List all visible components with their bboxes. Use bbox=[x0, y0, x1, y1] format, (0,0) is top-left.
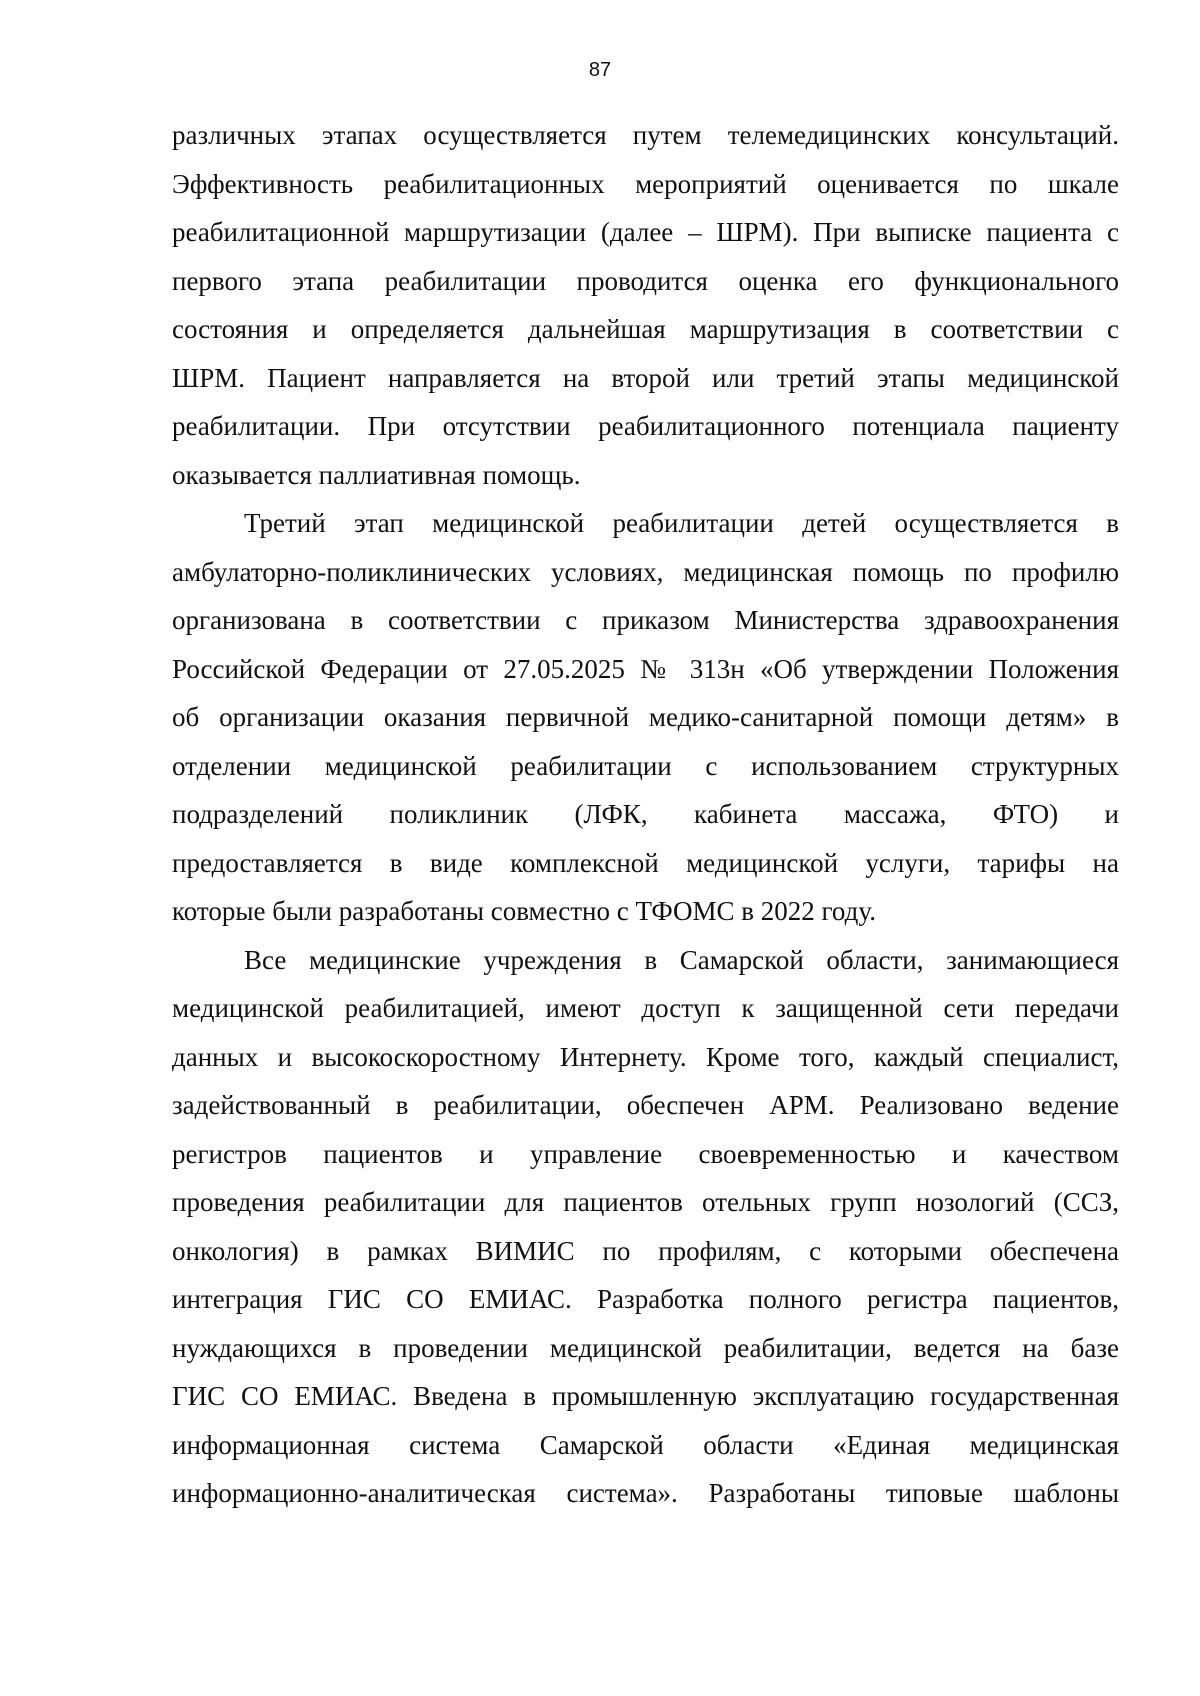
text-line: ШРМ. Пациент направляется на второй или третий этапы медицинской bbox=[172, 362, 1119, 393]
text-line: данных и высокоскоростному Интернету. Кроме того, каждый специалист, bbox=[172, 1041, 1119, 1072]
text-line: информационная система Самарской области «Единая медицинская bbox=[172, 1429, 1119, 1460]
text-line: отделении медицинской реабилитации с использованием структурных bbox=[172, 750, 1119, 781]
text-line: Российской Федерации от 27.05.2025 № 313н «Об утверждении Положения bbox=[172, 653, 1119, 684]
text-line: различных этапах осуществляется путем телемедицинских консультаций. bbox=[172, 120, 1119, 150]
text-line: Эффективность реабилитационных мероприятий оценивается по шкале bbox=[172, 168, 1119, 199]
text-line: регистров пациентов и управление своевременностью и качеством bbox=[172, 1138, 1119, 1169]
text-line: проведения реабилитации для пациентов отельных групп нозологий (ССЗ, bbox=[172, 1187, 1119, 1217]
text-line: информационно-аналитическая система». Разработаны типовые шаблоны bbox=[172, 1478, 1119, 1508]
text-line: Все медицинские учреждения в Самарской области, занимающиеся bbox=[244, 944, 1119, 975]
text-line: онкология) в рамках ВИМИС по профилям, с которыми обеспечена bbox=[172, 1235, 1119, 1266]
text-line: задействованный в реабилитации, обеспечен АРМ. Реализовано ведение bbox=[172, 1090, 1119, 1120]
text-line: медицинской реабилитацией, имеют доступ к защищенной сети передачи bbox=[172, 993, 1119, 1023]
text-line: первого этапа реабилитации проводится оценка его функционального bbox=[172, 265, 1119, 296]
page-number: 87 bbox=[588, 59, 612, 81]
text-line: амбулаторно-поликлинических условиях, медицинская помощь по профилю bbox=[172, 556, 1119, 587]
text-line: состояния и определяется дальнейшая маршрутизация в соответствии с bbox=[172, 314, 1119, 344]
text-line: Третий этап медицинской реабилитации детей осуществляется в bbox=[244, 508, 1119, 538]
text-line: ГИС СО ЕМИАС. Введена в промышленную эксплуатацию государственная bbox=[172, 1381, 1119, 1411]
text-line: организована в соответствии с приказом Министерства здравоохранения bbox=[172, 605, 1119, 635]
text-line: оказывается паллиативная помощь. bbox=[172, 459, 581, 490]
text-line: реабилитационной маршрутизации (далее – ШРМ). При выписке пациента с bbox=[172, 217, 1119, 247]
text-line: предоставляется в виде комплексной медицинской услуги, тарифы на bbox=[172, 847, 1119, 878]
text-line: которые были разработаны совместно с ТФОМС в 2022 году. bbox=[172, 896, 876, 926]
text-line: интеграция ГИС СО ЕМИАС. Разработка полного регистра пациентов, bbox=[172, 1284, 1119, 1314]
text-line: нуждающихся в проведении медицинской реабилитации, ведется на базе bbox=[172, 1332, 1119, 1363]
text-line: подразделений поликлиник (ЛФК, кабинета массажа, ФТО) и bbox=[172, 799, 1119, 829]
text-line: реабилитации. При отсутствии реабилитационного потенциала пациенту bbox=[172, 411, 1119, 441]
text-line: об организации оказания первичной медико-санитарной помощи детям» в bbox=[172, 702, 1119, 732]
body-text bbox=[172, 111, 1119, 1518]
